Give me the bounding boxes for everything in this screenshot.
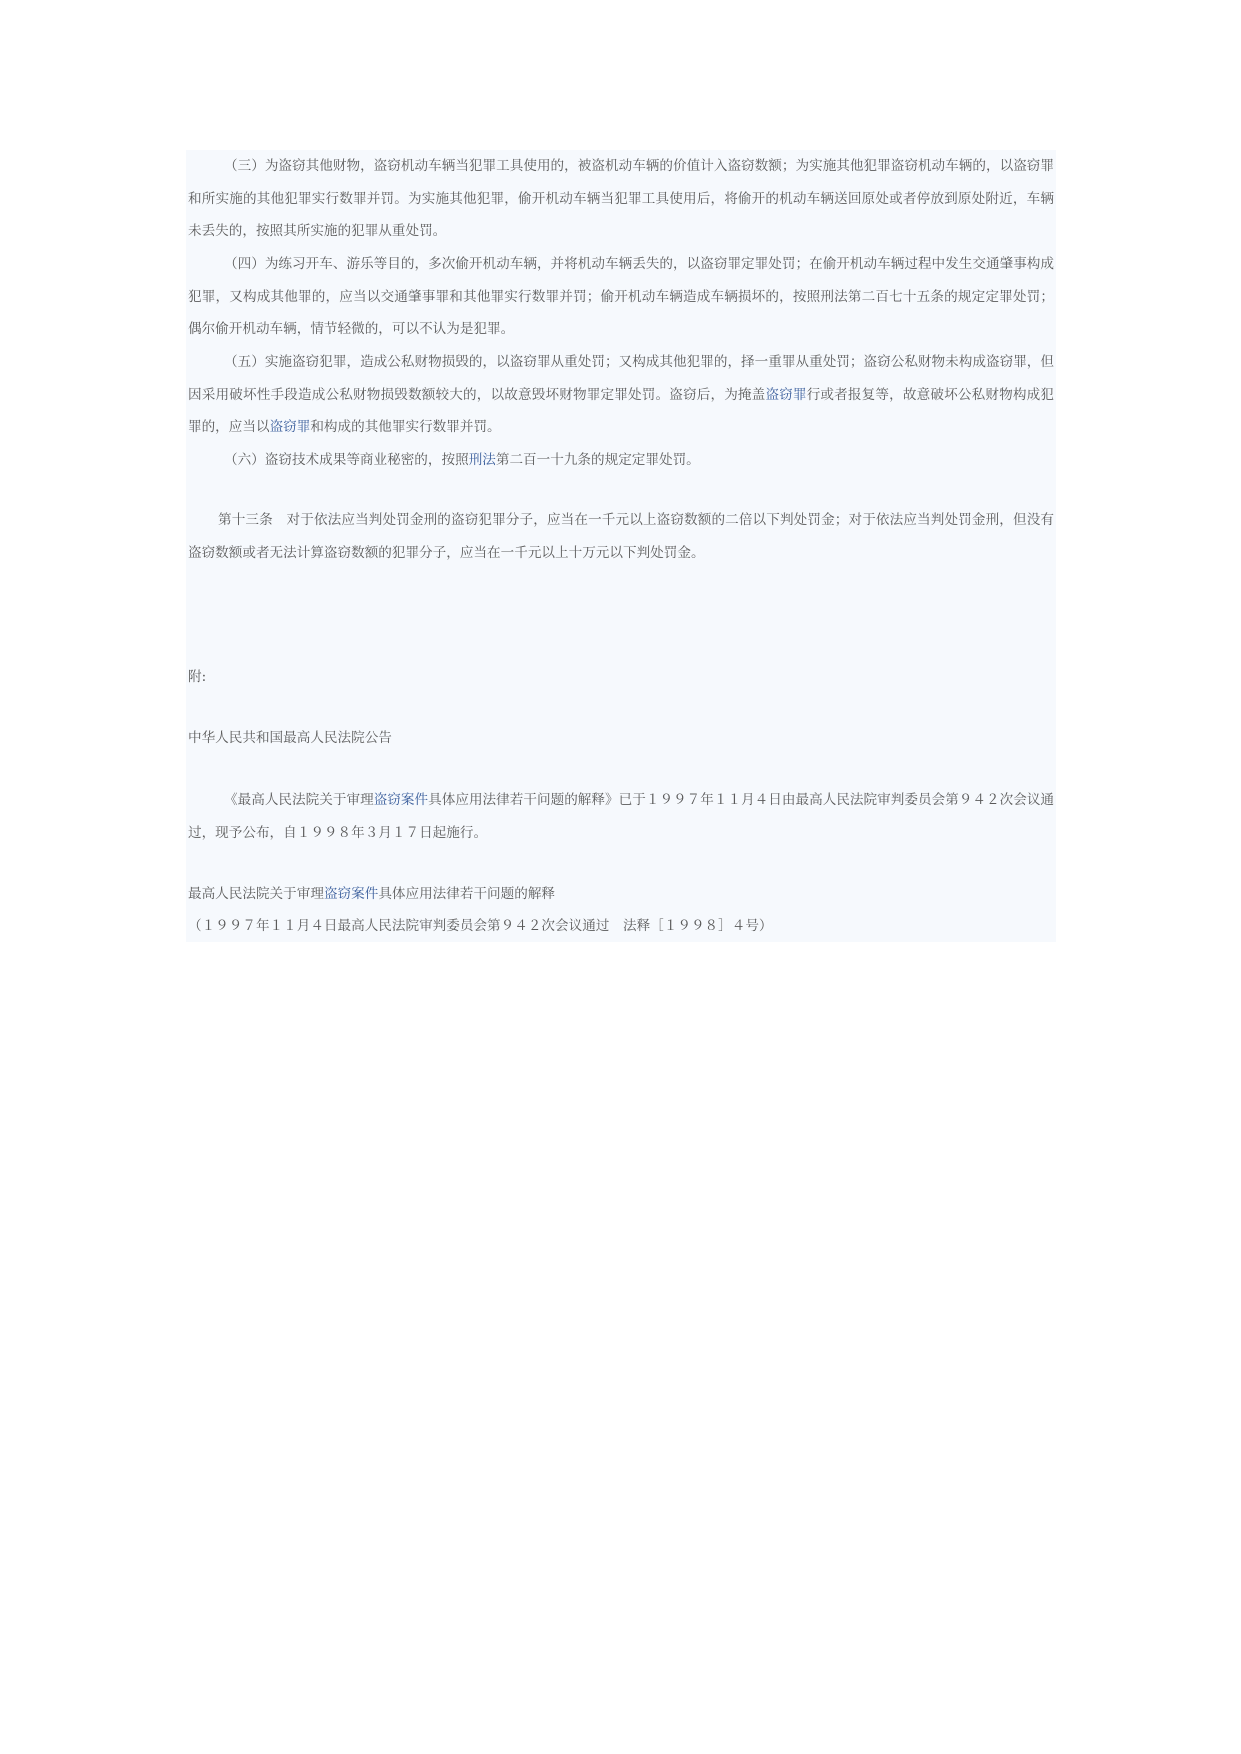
paragraph-text: （六）盗窃技术成果等商业秘密的，按照 <box>224 452 469 468</box>
announcement-body <box>188 784 1054 849</box>
paragraph-item-5 <box>188 346 1054 444</box>
theft-crime-link[interactable]: 盗窃罪 <box>765 386 807 403</box>
theft-crime-link[interactable]: 盗窃罪 <box>269 419 311 435</box>
theft-case-link[interactable]: 盗窃案件 <box>373 792 429 808</box>
paragraph-text: （四）为练习开车、游乐等目的，多次偷开机动车辆，并将机动车辆丢失的，以盗窃罪定罪处罚；在偷开机动车辆过程中发生交通肇事构成犯罪，又构成其他罪的，应当以交通肇事罪和其他罪实行数罪并罚；偷开机动车辆造成车辆损坏的，按照刑法第二百七十五条的规定定罪处罚；偶尔偷开机动车辆，情节轻微的，可以不认为是犯罪。 <box>188 256 1054 337</box>
paragraph-text: 具体应用法律若干问题的解释》已于１９９７年１１月４日由最高人民法院审判委员会第９４２次会议通过，现予公布，自１９９８年３月１７日起施行。 <box>188 792 1055 841</box>
announcement-title: 中华人民共和国最高人民法院公告 <box>188 730 392 746</box>
paragraph-text: （三）为盗窃其他财物，盗窃机动车辆当犯罪工具使用的，被盗机动车辆的价值计入盗窃数额；为实施其他犯罪盗窃机动车辆的，以盗窃罪和所实施的其他犯罪实行数罪并罚。为实施其他犯罪，偷开机动车辆当犯罪工具使用后，将偷开的机动车辆送回原处或者停放到原处附近，车辆未丢失的，按照其所实施的犯罪从重处罚。 <box>188 158 1054 239</box>
paragraph-text: 和构成的其他罪实行数罪并罚。 <box>310 419 501 435</box>
appendix-label: 附: <box>188 669 207 685</box>
paragraph-text: 具体应用法律若干问题的解释 <box>378 886 556 902</box>
paragraph-item-4 <box>188 248 1054 346</box>
paragraph-text: 第十三条 对于依法应当判处罚金刑的盗窃犯罪分子，应当在一千元以上盗窃数额的二倍以下判处罚金；对于依法应当判处罚金刑，但没有盗窃数额或者无法计算盗窃数额的犯罪分子，应当在一千元以上十万元以下判处罚金。 <box>188 512 1054 561</box>
article-13 <box>188 504 1054 569</box>
criminal-law-link[interactable]: 刑法 <box>468 452 496 468</box>
paragraph-text: 第二百一十九条的规定定罪处罚。 <box>495 452 700 468</box>
paragraph-text: 行或者报复等，故意破坏公私财物构成犯罪的，应当以 <box>188 386 1055 435</box>
paragraph-text: （五）实施盗窃犯罪，造成公私财物损毁的，以盗窃罪从重处罚；又构成其他犯罪的，择一重罪从重处罚；盗窃公私财物未构成盗窃罪，但因采用破坏性手段造成公私财物损毁数额较大的，以故意毁坏财物罪定罪处罚。盗窃后，为掩盖 <box>188 354 1054 403</box>
theft-case-link[interactable]: 盗窃案件 <box>323 886 379 902</box>
paragraph-item-3 <box>188 150 1054 248</box>
interpretation-note: （１９９７年１１月４日最高人民法院审判委员会第９４２次会议通过 法释［１９９８］４号） <box>188 918 773 934</box>
paragraph-text: 最高人民法院关于审理 <box>188 886 324 902</box>
paragraph-item-6 <box>188 444 1054 477</box>
interpretation-title <box>188 878 1054 911</box>
paragraph-text: 《最高人民法院关于审理 <box>224 792 374 808</box>
